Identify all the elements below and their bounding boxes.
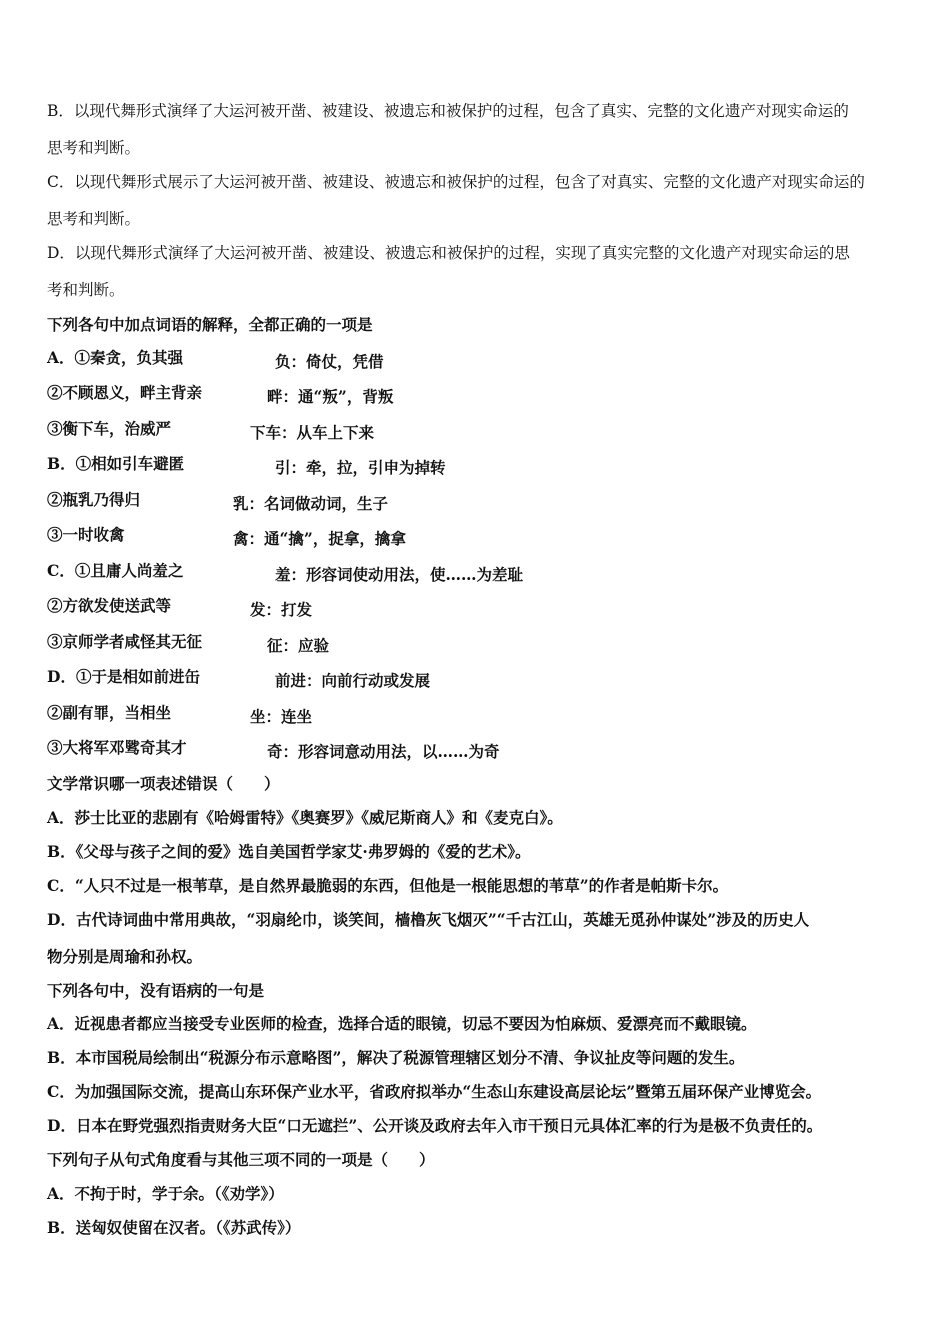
option-d-line2: 物分别是周瑜和孙权。 xyxy=(47,947,203,966)
word-row-gloss: 乳：名词做动词，生子 xyxy=(233,494,389,513)
word-row-gloss: 羞：形容词使动用法，使……为差耻 xyxy=(275,565,524,584)
option-c-line1: C．以现代舞形式展示了大运河被开凿、被建设、被遗忘和被保护的过程，包含了对真实、完整的文化遗产对现实命运的 xyxy=(47,173,865,191)
option-d: D．日本在野党强烈指责财务大臣“口无遮拦”、公开谈及政府去年入市干预日元具体汇率的行为是极不负责任的。 xyxy=(47,1116,823,1135)
option-b: B．《父母与孩子之间的爱》选自美国哲学家艾·弗罗姆的《爱的艺术》。 xyxy=(47,842,531,861)
word-row-sentence: D．①于是相如前进缶 xyxy=(47,667,200,686)
word-row-sentence: ③衡下车，治威严 xyxy=(47,419,172,438)
option-a: A．不拘于时，学于余。（《劝学》） xyxy=(47,1184,284,1203)
question-stem: 下列各句中，没有语病的一句是 xyxy=(47,981,265,1000)
option-b: B．送匈奴使留在汉者。（《苏武传》） xyxy=(47,1218,301,1237)
word-row-sentence: ②不顾恩义，畔主背亲 xyxy=(47,383,203,402)
word-row-gloss: 负：倚仗，凭借 xyxy=(275,352,384,371)
word-row-sentence: ②副有罪，当相坐 xyxy=(47,703,172,722)
option-d-line1: D．以现代舞形式演绎了大运河被开凿、被建设、被遗忘和被保护的过程，实现了真实完整的文化遗产对现实命运的思 xyxy=(47,244,850,262)
word-row-gloss: 禽：通“擒”，捉拿，擒拿 xyxy=(233,529,406,548)
word-row-sentence: C．①且庸人尚羞之 xyxy=(47,561,184,580)
option-a: A．近视患者都应当接受专业医师的检查，选择合适的眼镜，切忌不要因为怕麻烦、爱漂亮而不戴眼镜。 xyxy=(47,1014,757,1033)
option-b: B．本市国税局绘制出“税源分布示意略图”，解决了税源管理辖区划分不清、争议扯皮等问题的发生。 xyxy=(47,1048,745,1067)
option-d-line1: D．古代诗词曲中常用典故，“羽扇纶巾，谈笑间，樯橹灰飞烟灭”“千古江山，英雄无觅孙仲谋处”涉及的历史人 xyxy=(47,910,810,929)
word-row-sentence: ③京师学者咸怪其无征 xyxy=(47,632,203,651)
word-row-gloss: 前进：向前行动或发展 xyxy=(275,671,431,690)
word-row-sentence: ③大将军邓骘奇其才 xyxy=(47,738,187,757)
option-a: A．莎士比亚的悲剧有《哈姆雷特》《奥赛罗》《威尼斯商人》和《麦克白》。 xyxy=(47,808,563,827)
option-c: C．为加强国际交流，提高山东环保产业水平，省政府拟举办“生态山东建设高层论坛”暨第五届环保产业博览会。 xyxy=(47,1082,822,1101)
word-row-sentence: ②方欲发使送武等 xyxy=(47,596,172,615)
word-row-sentence: B．①相如引车避匿 xyxy=(47,454,185,473)
option-d-line2: 考和判断。 xyxy=(47,281,125,299)
option-c: C．“人只不过是一根苇草，是自然界最脆弱的东西，但他是一根能思想的苇草”的作者是帕斯卡尔。 xyxy=(47,876,729,895)
question-stem: 下列各句中加点词语的解释，全都正确的一项是 xyxy=(47,315,373,334)
word-row-gloss: 征：应验 xyxy=(267,636,330,655)
word-row-sentence: A．①秦贪，负其强 xyxy=(47,348,184,367)
question-stem: 下列句子从句式角度看与其他三项不同的一项是（ ） xyxy=(47,1150,435,1169)
option-c-line2: 思考和判断。 xyxy=(47,210,141,228)
option-b-line2: 思考和判断。 xyxy=(47,139,141,157)
word-row-gloss: 畔：通“叛”，背叛 xyxy=(267,387,394,406)
question-stem: 文学常识哪一项表述错误（ ） xyxy=(47,774,280,793)
word-row-sentence: ③一时收禽 xyxy=(47,525,125,544)
word-row-gloss: 引：牵，拉，引申为掉转 xyxy=(275,458,446,477)
word-row-gloss: 坐：连坐 xyxy=(250,707,313,726)
word-row-sentence: ②瓶乳乃得归 xyxy=(47,490,141,509)
option-b-line1: B．以现代舞形式演绎了大运河被开凿、被建设、被遗忘和被保护的过程，包含了真实、完整的文化遗产对现实命运的 xyxy=(47,102,849,120)
word-row-gloss: 发：打发 xyxy=(250,600,313,619)
word-row-gloss: 奇：形容词意动用法，以……为奇 xyxy=(267,742,500,761)
word-row-gloss: 下车：从车上下来 xyxy=(250,423,375,442)
